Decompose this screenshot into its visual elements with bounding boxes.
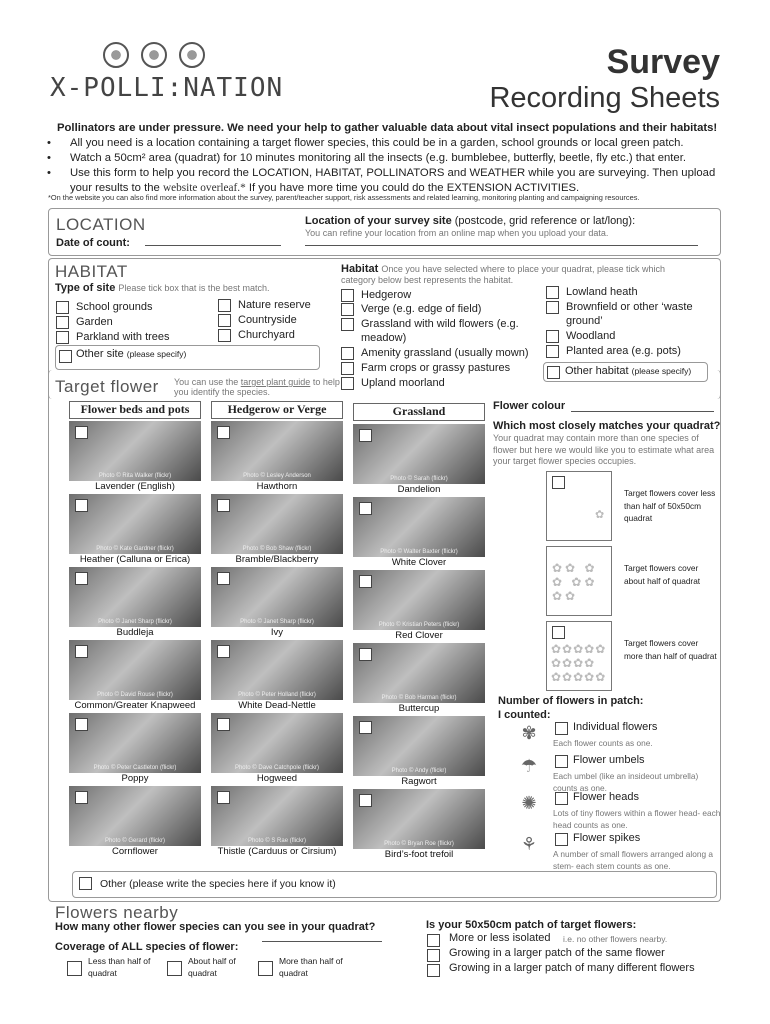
other-species-checkbox[interactable] (79, 877, 92, 890)
flower-checkbox[interactable] (359, 429, 372, 442)
habitat-option-checkbox[interactable] (341, 289, 354, 302)
photo-credit: Photo © Kate Gardner (flickr) (96, 546, 174, 552)
quadrat-less-text: Target flowers cover less than half of 50x50cm quadrat (624, 488, 716, 523)
site-type-option-checkbox[interactable] (56, 331, 69, 344)
habitat-title: HABITAT (55, 262, 128, 281)
site-type-option-label: Nature reserve (238, 299, 311, 311)
site-label: Location of your survey site (postcode, grid reference or lat/long): (305, 215, 636, 227)
intro-bullet: • Watch a 50cm² area (quadrat) for 10 minutes monitoring all the insects (e.g. bumblebee, butterfly, beetle, fly etc.) that enter. (57, 151, 737, 166)
flower-icon (141, 42, 167, 68)
target-hint: You can use the target plant guide to help you identify the species. (174, 377, 340, 397)
quadrat-half (546, 546, 612, 616)
flower-photo (69, 421, 201, 481)
plant-guide-link[interactable]: target plant guide (240, 377, 311, 387)
flower-name: Poppy (121, 773, 149, 784)
count-label: Flower umbels (573, 754, 645, 766)
intro-bullet: • Use this form to help you record the LOCATION, HABITAT, POLLINATORS and WEATHER while you are surveying. Then upload (57, 166, 737, 181)
site-type-option-checkbox[interactable] (218, 314, 231, 327)
nearby-count-field[interactable] (262, 941, 382, 942)
page-title: Survey (606, 43, 720, 81)
habitat-option-label: Brownfield or other ‘waste ground’ (566, 301, 693, 327)
flower-checkbox[interactable] (217, 499, 230, 512)
site-type-option-checkbox[interactable] (56, 301, 69, 314)
habitat-option (341, 302, 546, 316)
habitat-option-label: Upland moorland (361, 377, 445, 389)
coverage-checkbox[interactable] (67, 961, 82, 976)
flower-name: Ivy (270, 627, 284, 638)
flower-photo (211, 713, 343, 773)
habitat-option-checkbox[interactable] (546, 286, 559, 299)
photo-credit: Photo © Dave Catchpole (flickr) (234, 765, 320, 771)
nearby-title: Flowers nearby (55, 903, 179, 922)
count-label: Flower spikes (573, 832, 641, 844)
site-type-option (56, 300, 206, 314)
count-label: Flower heads (573, 791, 640, 803)
flower-icon: ✿ (595, 509, 605, 521)
flower-checkbox[interactable] (75, 499, 88, 512)
habitat-option (341, 346, 546, 360)
photo-credit: Photo © Kristian Peters (flickr) (378, 622, 460, 628)
flower-photo (69, 494, 201, 554)
habitat-option-label: Hedgerow (361, 289, 412, 301)
flower-name: White Dead-Nettle (238, 700, 316, 711)
date-field[interactable] (145, 245, 281, 246)
habitat-option-checkbox[interactable] (546, 330, 559, 343)
flower-name: Thistle (Carduus or Cirsium) (217, 846, 337, 857)
count-type-icon: ⚘ (520, 834, 538, 854)
flower-photo (353, 643, 485, 703)
intro (57, 121, 737, 196)
footnote: *On the website you can also find more information about the survey, parent/teacher support, risk assessments and related learning, monitoring planting and campaigning resources. (48, 193, 640, 202)
photo-credit: Photo © Gerard (flickr) (104, 838, 166, 844)
site-type-option-checkbox[interactable] (56, 316, 69, 329)
flower-photo (69, 713, 201, 773)
colour-field[interactable] (571, 411, 714, 412)
flower-name: Dandelion (397, 484, 441, 495)
flower-checkbox[interactable] (75, 645, 88, 658)
column-header: Hedgerow or Verge (211, 401, 343, 419)
habitat-option-label: Planted area (e.g. pots) (566, 345, 681, 357)
logo-icons (103, 42, 205, 68)
flower-name: Buttercup (398, 703, 440, 714)
habitat-label: Habitat Once you have selected where to place your quadrat, please tick which category below best represents the habitat. (341, 263, 666, 285)
flower-checkbox[interactable] (217, 791, 230, 804)
flower-checkbox[interactable] (359, 502, 372, 515)
flower-checkbox[interactable] (75, 572, 88, 585)
site-field[interactable] (305, 245, 698, 246)
intro-text: your results to the (70, 182, 160, 194)
habitat-option-checkbox[interactable] (341, 303, 354, 316)
quadrat-half-text: Target flowers cover about half of quadrat (624, 563, 701, 586)
photo-credit: Photo © Rita Walker (flickr) (98, 473, 172, 479)
photo-credit: Photo © Janet Sharp (flickr) (98, 619, 172, 625)
habitat-option-label: Verge (e.g. edge of field) (361, 303, 482, 315)
count-type-icon: ✺ (521, 793, 537, 813)
photo-credit: Photo © Sarah (flickr) (390, 476, 448, 482)
website-link[interactable]: website overleaf.* (162, 182, 246, 194)
habitat-option-checkbox[interactable] (546, 345, 559, 358)
site-sub: You can refine your location from an online map when you upload your data. (305, 228, 609, 238)
quadrat-hint: Your quadrat may contain more than one species of flower but here we would like you to estimate what area your target flower species occupies. (493, 433, 715, 466)
quadrat-less (546, 471, 612, 541)
flower-checkbox[interactable] (359, 575, 372, 588)
count-checkbox[interactable] (555, 722, 568, 735)
site-type-label: Type of site Please tick box that is the best match. (55, 282, 270, 294)
photo-credit: Photo © Andy (flickr) (391, 768, 447, 774)
flower-name: Cornflower (112, 846, 158, 857)
photo-credit: Photo © Bryan Roe (flickr) (384, 841, 454, 847)
other-site-label: Other site (please specify) (76, 348, 187, 360)
flower-icon: ✿✿ ✿ ✿ ✿✿ ✿✿ (552, 561, 598, 603)
count-hint: Lots of tiny flowers within a flower head- each head counts as one. (553, 808, 721, 830)
site-type-option (218, 298, 328, 312)
flower-name: White Clover (391, 557, 447, 568)
flower-checkbox[interactable] (217, 645, 230, 658)
flower-name: Common/Greater Knapweed (74, 700, 196, 711)
patch-question: Is your 50x50cm patch of target flowers: (426, 919, 637, 931)
count-type-icon: ✾ (521, 723, 537, 743)
intro-bullet: • All you need is a location containing a target flower species, this could be in a garden, school grounds or local green patch. (57, 136, 737, 151)
site-type-option-checkbox[interactable] (218, 299, 231, 312)
column-header: Grassland (353, 403, 485, 421)
column-header: Flower beds and pots (69, 401, 201, 419)
habitat-option-label: Grassland with wild flowers (e.g. meadow) (361, 318, 519, 344)
habitat-option (546, 285, 711, 299)
coverage-label: Coverage of ALL species of flower: (55, 941, 239, 953)
photo-credit: Photo © Bob Harman (flickr) (381, 695, 457, 701)
other-habitat-label: Other habitat (please specify) (565, 365, 692, 377)
flower-checkbox[interactable] (217, 718, 230, 731)
nearby-question: How many other flower species can you see in your quadrat? (55, 921, 376, 933)
flower-photo (211, 567, 343, 627)
patch-checkbox[interactable] (427, 949, 440, 962)
habitat-option (341, 317, 546, 345)
habitat-option-label: Lowland heath (566, 286, 638, 298)
photo-credit: Photo © Peter Holland (flickr) (238, 692, 316, 698)
coverage-label: About half of quadrat (188, 956, 236, 978)
flower-checkbox[interactable] (359, 721, 372, 734)
habitat-option-label: Amenity grassland (usually mown) (361, 347, 529, 359)
count-checkbox[interactable] (555, 755, 568, 768)
coverage-label: More than half of quadrat (279, 956, 343, 978)
patch-label: Growing in a larger patch of many different flowers (449, 962, 695, 974)
photo-credit: Photo © Bob Shaw (flickr) (242, 546, 312, 552)
quadrat-more-checkbox[interactable] (552, 626, 565, 639)
flower-photo (353, 570, 485, 630)
flower-name: Hawthorn (256, 481, 298, 492)
bee-icon (103, 42, 129, 68)
brand-logo: X-POLLI:NATION (50, 73, 284, 103)
count-hint: A number of small flowers arranged along a stem- each stem counts as one. (553, 849, 714, 871)
site-type-option-label: School grounds (76, 301, 153, 313)
site-type-option (56, 315, 206, 329)
flower-name: Bramble/Blackberry (235, 554, 319, 565)
patch-checkbox[interactable] (427, 934, 440, 947)
habitat-option (341, 288, 546, 302)
flower-name: Red Clover (395, 630, 443, 641)
insect-icon (179, 42, 205, 68)
flower-checkbox[interactable] (217, 572, 230, 585)
flower-checkbox[interactable] (217, 426, 230, 439)
count-title: Number of flowers in patch: (498, 695, 644, 707)
page-subtitle: Recording Sheets (489, 82, 720, 114)
intro-text: If you have more time you could do the EXTENSION ACTIVITIES. (248, 182, 580, 194)
flower-photo (69, 640, 201, 700)
flower-photo (69, 786, 201, 846)
site-type-option (218, 328, 328, 342)
patch-label: More or less isolated (449, 932, 551, 944)
other-species-box (72, 871, 717, 898)
quadrat-less-checkbox[interactable] (552, 476, 565, 489)
flower-checkbox[interactable] (75, 426, 88, 439)
habitat-option (546, 344, 711, 358)
flower-photo (353, 789, 485, 849)
site-type-option (56, 330, 206, 344)
habitat-option (546, 329, 711, 343)
other-site-box (55, 345, 320, 370)
site-type-option (218, 313, 328, 327)
flower-photo (69, 567, 201, 627)
intro-lead: Pollinators are under pressure. We need your help to gather valuable data about vital insect populations and their habitats! (57, 122, 718, 134)
flower-photo (211, 494, 343, 554)
count-label: Individual flowers (573, 721, 658, 733)
patch-hint: i.e. no other flowers nearby. (563, 934, 668, 944)
photo-credit: Photo © S Rae (flickr) (247, 838, 307, 844)
photo-credit: Photo © Walter Baxter (flickr) (380, 549, 458, 555)
other-site-checkbox[interactable] (59, 350, 72, 363)
count-hint: Each umbel (like an insideout umbrella) counts as one. (553, 771, 699, 793)
site-type-option-label: Garden (76, 316, 113, 328)
count-hint: Each flower counts as one. (553, 738, 653, 748)
flower-name: Heather (Calluna or Erica) (79, 554, 191, 565)
quadrat-more-text: Target flowers cover more than half of quadrat (624, 638, 717, 661)
date-label: Date of count: (56, 237, 130, 249)
other-species-label: Other (please write the species here if you know it) (100, 878, 336, 890)
quadrat-more (546, 621, 612, 691)
site-type-option-checkbox[interactable] (218, 329, 231, 342)
flower-name: Ragwort (401, 776, 437, 787)
photo-credit: Photo © David Rouse (flickr) (97, 692, 173, 698)
photo-credit: Photo © Janet Sharp (flickr) (240, 619, 314, 625)
flower-photo (353, 716, 485, 776)
flower-photo (211, 786, 343, 846)
flower-checkbox[interactable] (359, 794, 372, 807)
flower-photo (353, 424, 485, 484)
habitat-option-checkbox[interactable] (546, 301, 559, 314)
flower-checkbox[interactable] (75, 718, 88, 731)
flower-name: Lavender (English) (95, 481, 175, 492)
flower-checkbox[interactable] (359, 648, 372, 661)
quadrat-question: Which most closely matches your quadrat? (493, 420, 721, 432)
location-title: LOCATION (56, 215, 146, 234)
coverage-checkbox[interactable] (258, 961, 273, 976)
coverage-checkbox[interactable] (167, 961, 182, 976)
flower-photo (353, 497, 485, 557)
patch-label: Growing in a larger patch of the same flower (449, 947, 665, 959)
flower-name: Hogweed (256, 773, 298, 784)
flower-checkbox[interactable] (75, 791, 88, 804)
count-checkbox[interactable] (555, 792, 568, 805)
site-type-option-label: Parkland with trees (76, 331, 170, 343)
habitat-option-label: Farm crops or grassy pastures (361, 362, 511, 374)
flower-photo (211, 640, 343, 700)
patch-checkbox[interactable] (427, 964, 440, 977)
location-section (48, 208, 721, 256)
count-checkbox[interactable] (555, 833, 568, 846)
flower-photo (211, 421, 343, 481)
colour-label: Flower colour (493, 400, 566, 412)
count-type-icon: ☂ (520, 756, 538, 776)
site-type-option-label: Countryside (238, 314, 297, 326)
habitat-option-label: Woodland (566, 330, 616, 342)
flower-name: Bird’s-foot trefoil (384, 849, 454, 860)
site-type-option-label: Churchyard (238, 329, 295, 341)
photo-credit: Photo © Peter Castleton (flickr) (93, 765, 177, 771)
habitat-option-checkbox[interactable] (341, 318, 354, 331)
habitat-option (546, 300, 711, 328)
habitat-option-checkbox[interactable] (341, 347, 354, 360)
flower-name: Buddleja (116, 627, 154, 638)
coverage-label: Less than half of quadrat (88, 956, 151, 978)
photo-credit: Photo © Lesley Anderson (243, 473, 311, 479)
count-subtitle: I counted: (498, 709, 551, 721)
target-title: Target flower (55, 377, 159, 396)
flower-icon: ✿✿✿✿✿ ✿✿✿✿ ✿✿✿✿✿ (551, 642, 607, 684)
